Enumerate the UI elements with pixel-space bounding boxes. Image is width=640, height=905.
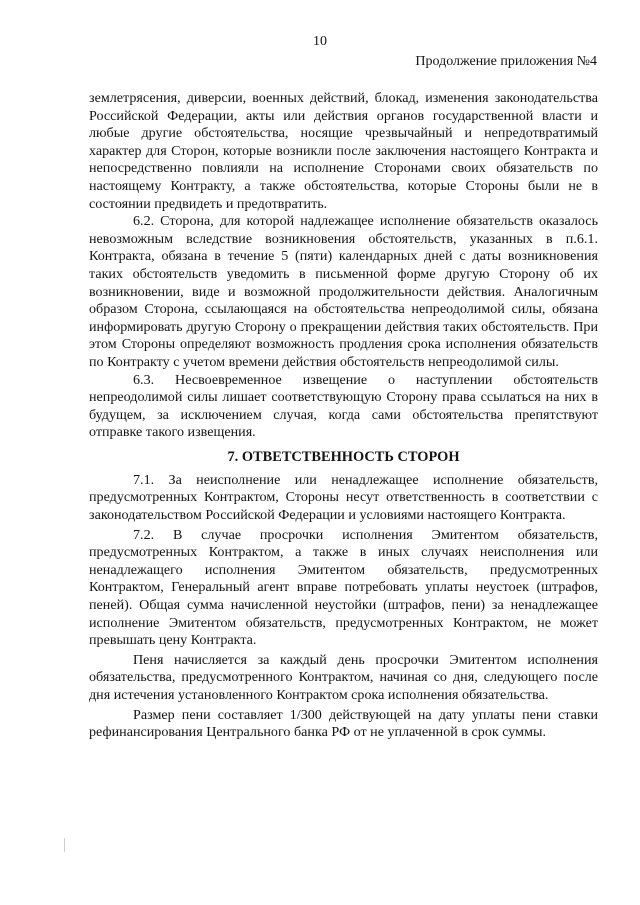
document-body xyxy=(89,90,598,742)
section-heading: 7. ОТВЕТСТВЕННОСТЬ СТОРОН xyxy=(227,448,460,465)
paragraph-7-1: 7.1. За неисполнение или ненадлежащее исполнение обязательств, предусмотренных Контрактом, Стороны несут ответственность в соответствии с законодательством Российской Федерации и условиями настоящего Контракта. xyxy=(89,471,598,524)
paragraph-6-3: 6.3. Несвоевременное извещение о наступлении обстоятельств непреодолимой силы лишает соответствующую Сторону права ссылаться на них в будущем, за исключением случая, когда сами обстоятельства препятствуют отправке такого извещения. xyxy=(89,371,598,441)
paragraph-force-majeure-list: землетрясения, диверсии, военных действий, блокад, изменения законодательства Российской Федерации, акты или действия органов государственной власти и любые другие обстоятельства, носящие чрезвычайный и непредотвратимый характер для Сторон, которые возникли после заключения настоящего Контракта и непосредственно повлияли на исполнение Сторонами своих обязательств по настоящему Контракту, а также обстоятельства, которые Стороны были не в состоянии предвидеть и предотвратить. xyxy=(89,90,598,212)
paragraph-penalty-rate: Размер пени составляет 1/300 действующей на дату уплаты пени ставки рефинансирования Центрального банка РФ от не уплаченной в срок суммы. xyxy=(89,706,598,741)
paragraph-penalty-accrual: Пеня начисляется за каждый день просрочки Эмитентом исполнения обязательства, предусмотренного Контрактом, начиная со дня, следующего после дня истечения установленного Контрактом срока исполнения обязательства. xyxy=(89,651,598,703)
scan-mark xyxy=(64,838,65,852)
page-number: 10 xyxy=(313,34,327,49)
appendix-note: Продолжение приложения №4 xyxy=(415,54,597,69)
paragraph-7-2: 7.2. В случае просрочки исполнения Эмитентом обязательств, предусмотренных Контрактом, а также в иных случаях неисполнения или ненадлежащего исполнения Эмитентом обязательств, предусмотренных Контрактом, Генеральный агент вправе потребовать уплаты неустоек (штрафов, пеней). Общая сумма начисленной неустойки (штрафов, пени) за ненадлежащее исполнение Эмитентом обязательств, предусмотренных Контрактом, не может превышать цену Контракта. xyxy=(89,526,598,649)
paragraph-6-2: 6.2. Сторона, для которой надлежащее исполнение обязательств оказалось невозможным вследствие возникновения обстоятельств, указанных в п.6.1. Контракта, обязана в течение 5 (пяти) календарных дней с даты возникновения таких обстоятельств уведомить в письменной форме другую Сторону об их возникновении, виде и возможной продолжительности действия. Аналогичным образом Сторона, ссылающаяся на обстоятельства непреодолимой силы, обязана информировать другую Сторону о прекращении действия таких обстоятельств. При этом Стороны определяют возможность продления срока исполнения обязательств по Контракту с учетом времени действия обстоятельств непреодолимой силы. xyxy=(89,213,598,370)
